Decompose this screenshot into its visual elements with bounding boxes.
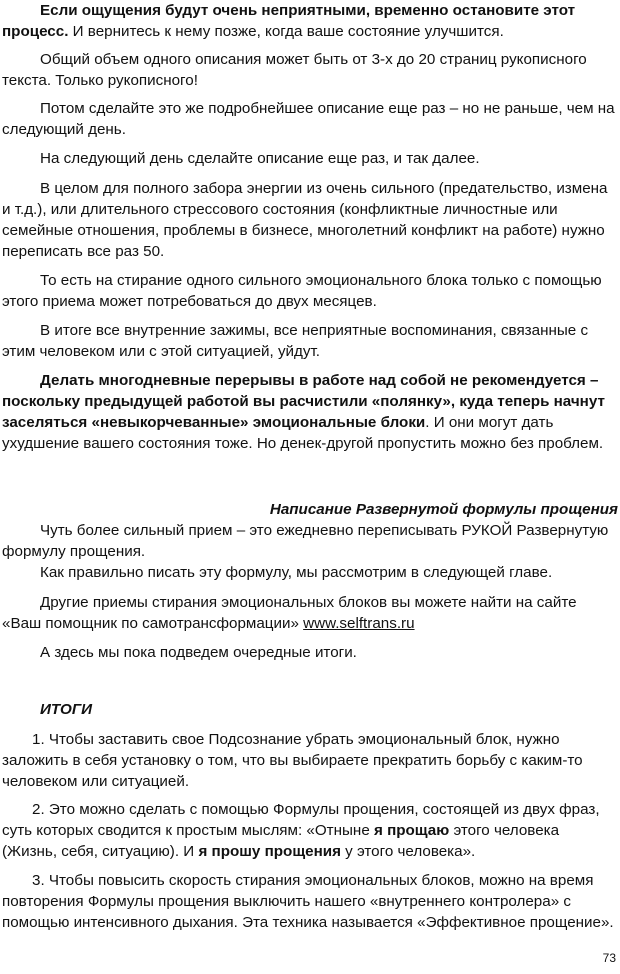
paragraph-clamps-gone: В итоге все внутренние зажимы, все неприятные воспоминания, связанные с этим человеком или с этой ситуацией, уйдут. xyxy=(2,322,589,360)
item-text: у этого человека». xyxy=(340,843,476,860)
paragraph-stop-if-unpleasant xyxy=(2,0,618,42)
summary-item-1: 1. Чтобы заставить свое Подсознание убрать эмоциональный блок, нужно заложить в себя установку о том, что вы выбираете прекратить борьбу с каким-то человеком или ситуацией. xyxy=(2,731,583,790)
paragraph-text: . И они могут дать ухудшение вашего состояния тоже. Но денек-другой пропустить можно без проблем. xyxy=(2,414,604,452)
paragraph-two-months: То есть на стирание одного сильного эмоционального блока только с помощью этого приема может потребоваться до двух месяцев. xyxy=(2,272,602,310)
bold-i-forgive: я прощаю xyxy=(373,822,450,839)
page-number: 73 xyxy=(602,951,616,965)
item-text: этого человека (Жизнь, себя, ситуацию). И xyxy=(2,822,560,860)
summary-item-2 xyxy=(2,799,618,862)
bold-recommendation: Делать многодневные перерывы в работе над собой не рекомендуется – поскольку предыдущей работой вы расчистили «полянку», куда теперь начнут заселяться «невыкорчеванные» эмоциональные блоки xyxy=(2,372,605,431)
paragraph-full-energy: В целом для полного забора энергии из очень сильного (предательство, измена и т.д.), или длительного стрессового состояния (конфликтные личностные или семейные отношения, проблемы в бизнесе, многолетний конфликт на работе) нужно переписать все раз 50. xyxy=(2,180,608,260)
item-text: 2. Это можно сделать с помощью Формулы прощения, состоящей из двух фраз, суть которых сводится к простым мыслям: «Отныне xyxy=(2,801,600,839)
bold-i-apologize: я прошу прощения xyxy=(198,843,341,860)
paragraph-repeat-next-day: Потом сделайте это же подробнейшее описание еще раз – но не раньше, чем на следующий день. xyxy=(2,100,615,138)
subheading-expanded-formula: Написание Развернутой формулы прощения xyxy=(269,501,618,518)
paragraph-text: Другие приемы стирания эмоциональных блоков вы можете найти на сайте «Ваш помощник по самотрансформации» xyxy=(2,594,577,632)
website-link[interactable]: www.selftrans.ru xyxy=(303,615,415,632)
summary-item-3: 3. Чтобы повысить скорость стирания эмоциональных блоков, можно на время повторения Формулы прощения выключить нашего «внутреннего контролера» с помощью интенсивного дыхания. Эта техника называется «Эффективное прощение». xyxy=(2,872,614,931)
paragraph-next-day: На следующий день сделайте описание еще раз, и так далее. xyxy=(40,150,480,167)
paragraph-other-methods xyxy=(2,592,618,634)
paragraph-description-volume: Общий объем одного описания может быть от 3-х до 20 страниц рукописного текста. Только рукописного! xyxy=(2,51,587,89)
bold-warning: Если ощущения будут очень неприятными, временно остановите этот процесс. xyxy=(2,2,576,40)
paragraph-stronger-method: Чуть более сильный прием – это ежедневно переписывать РУКОЙ Развернутую формулу прощения. xyxy=(2,522,609,560)
section-title-results: ИТОГИ xyxy=(40,701,93,718)
paragraph-next-chapter: Как правильно писать эту формулу, мы рассмотрим в следующей главе. xyxy=(40,564,553,581)
paragraph-text: И вернитесь к нему позже, когда ваше состояние улучшится. xyxy=(68,23,504,40)
paragraph-summary-intro: А здесь мы пока подведем очередные итоги. xyxy=(40,644,357,661)
paragraph-no-breaks xyxy=(2,370,618,454)
